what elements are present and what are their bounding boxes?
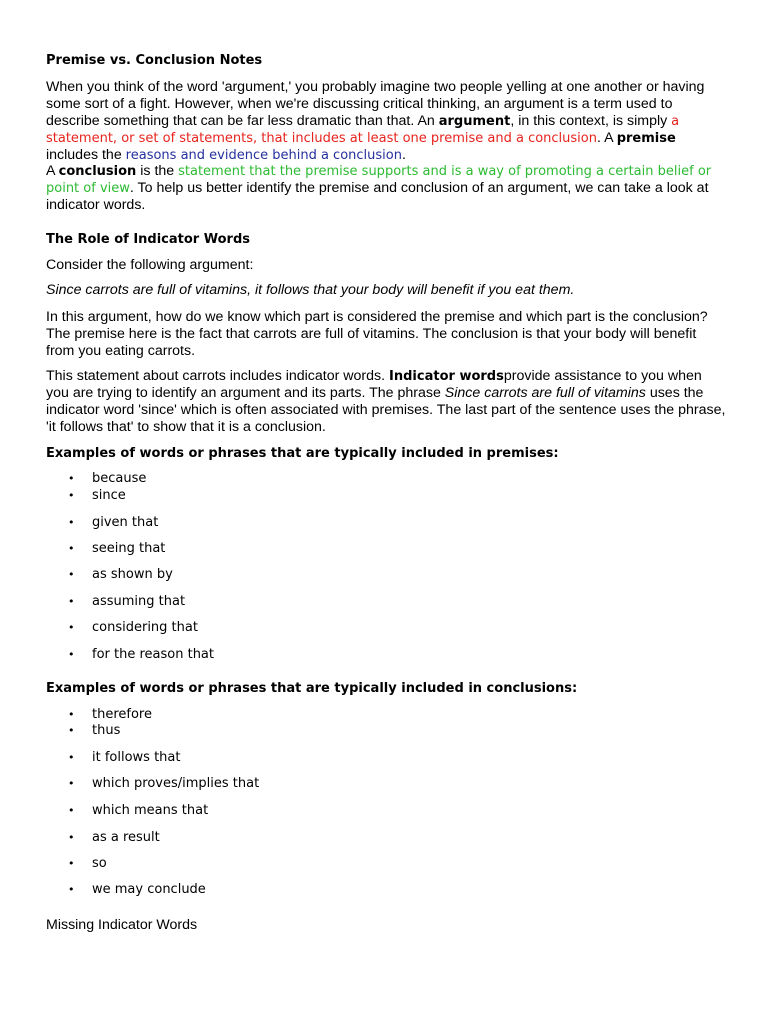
example-sentence: Since carrots are full of vitamins, it follows that your body will benefit if you eat them. <box>46 282 575 298</box>
argument-definition: a statement, or set of statements, that includes at least one premise and a conclusion <box>46 114 680 146</box>
list-item-text: it follows that <box>92 750 181 765</box>
intro-text: . A <box>596 130 617 146</box>
intro-text: A <box>46 163 59 179</box>
bullet-icon: • <box>68 542 75 555</box>
list-item-text: considering that <box>92 620 198 635</box>
bullet-icon: • <box>68 883 75 896</box>
consider-line: Consider the following argument: <box>46 257 254 273</box>
bullet-icon: • <box>68 621 75 634</box>
missing-indicator-heading: Missing Indicator Words <box>46 917 198 933</box>
bullet-icon: • <box>68 648 75 661</box>
bullet-icon: • <box>68 708 75 721</box>
list-item-text: since <box>92 488 126 503</box>
list-item-text: which proves/implies that <box>92 776 260 791</box>
list-item-text: assuming that <box>92 594 186 609</box>
bullet-icon: • <box>68 724 75 737</box>
bullet-icon: • <box>68 472 75 485</box>
role-heading: The Role of Indicator Words <box>46 232 250 247</box>
term-argument: argument <box>438 114 511 129</box>
intro-text: includes the <box>46 147 126 163</box>
term-premise: premise <box>616 131 676 146</box>
list-item-text: so <box>92 856 107 871</box>
list-item-text: which means that <box>92 803 209 818</box>
bullet-icon: • <box>68 831 75 844</box>
premise-examples-heading: Examples of words or phrases that are typically included in premises: <box>46 446 559 461</box>
indicator-example-phrase: Since carrots are full of vitamins <box>444 385 646 401</box>
bullet-icon: • <box>68 489 75 502</box>
conclusion-examples-heading: Examples of words or phrases that are typically included in conclusions: <box>46 681 578 696</box>
bullet-icon: • <box>68 595 75 608</box>
bullet-icon: • <box>68 568 75 581</box>
list-item-text: seeing that <box>92 541 166 556</box>
indicator-paragraph <box>46 368 726 436</box>
intro-text: is the <box>136 163 179 179</box>
bullet-icon: • <box>68 516 75 529</box>
intro-paragraph-2 <box>46 163 726 214</box>
list-item-text: thus <box>92 723 121 738</box>
analysis-paragraph: In this argument, how do we know which part is considered the premise and which part is the conclusion? The premise here is the fact that carrots are full of vitamins. The conclusion is that your body will benefit from you eating carrots. <box>46 309 708 359</box>
list-item-text: because <box>92 471 147 486</box>
intro-text: . To help us better identify the premise and conclusion of an argument, we can take a look at indicator words. <box>46 180 709 213</box>
indicator-text: provide assistance to you when you are trying to identify an argument and its parts. The phrase <box>46 368 702 401</box>
bullet-icon: • <box>68 777 75 790</box>
list-item-text: as shown by <box>92 567 173 582</box>
intro-paragraph-1 <box>46 79 726 164</box>
list-item-text: given that <box>92 515 159 530</box>
conclusion-definition: statement that the premise supports and is a way of promoting a certain belief or point of view <box>46 164 712 196</box>
list-item-text: for the reason that <box>92 647 214 662</box>
intro-text: When you think of the word 'argument,' you probably imagine two people yelling at one another or having some sort of a fight. However, when we're discussing critical thinking, an argument is a term used to describe something that can be far less dramatic than that. An <box>46 79 705 129</box>
term-indicator-words: Indicator words <box>389 369 504 384</box>
premise-definition: reasons and evidence behind a conclusion <box>125 148 402 163</box>
bullet-icon: • <box>68 804 75 817</box>
indicator-text: uses the indicator word 'since' which is often associated with premises. The last part of the sentence uses the phrase, 'it follows that' to show that it is a conclusion. <box>46 385 726 435</box>
list-item-text: as a result <box>92 830 160 845</box>
intro-text: , in this context, is simply <box>510 113 672 129</box>
bullet-icon: • <box>68 857 75 870</box>
page-title: Premise vs. Conclusion Notes <box>46 53 263 68</box>
intro-text: . <box>401 147 406 163</box>
term-conclusion: conclusion <box>58 164 137 179</box>
indicator-text: This statement about carrots includes indicator words. <box>46 368 390 384</box>
bullet-icon: • <box>68 751 75 764</box>
list-item-text: we may conclude <box>92 882 206 897</box>
list-item-text: therefore <box>92 707 152 722</box>
